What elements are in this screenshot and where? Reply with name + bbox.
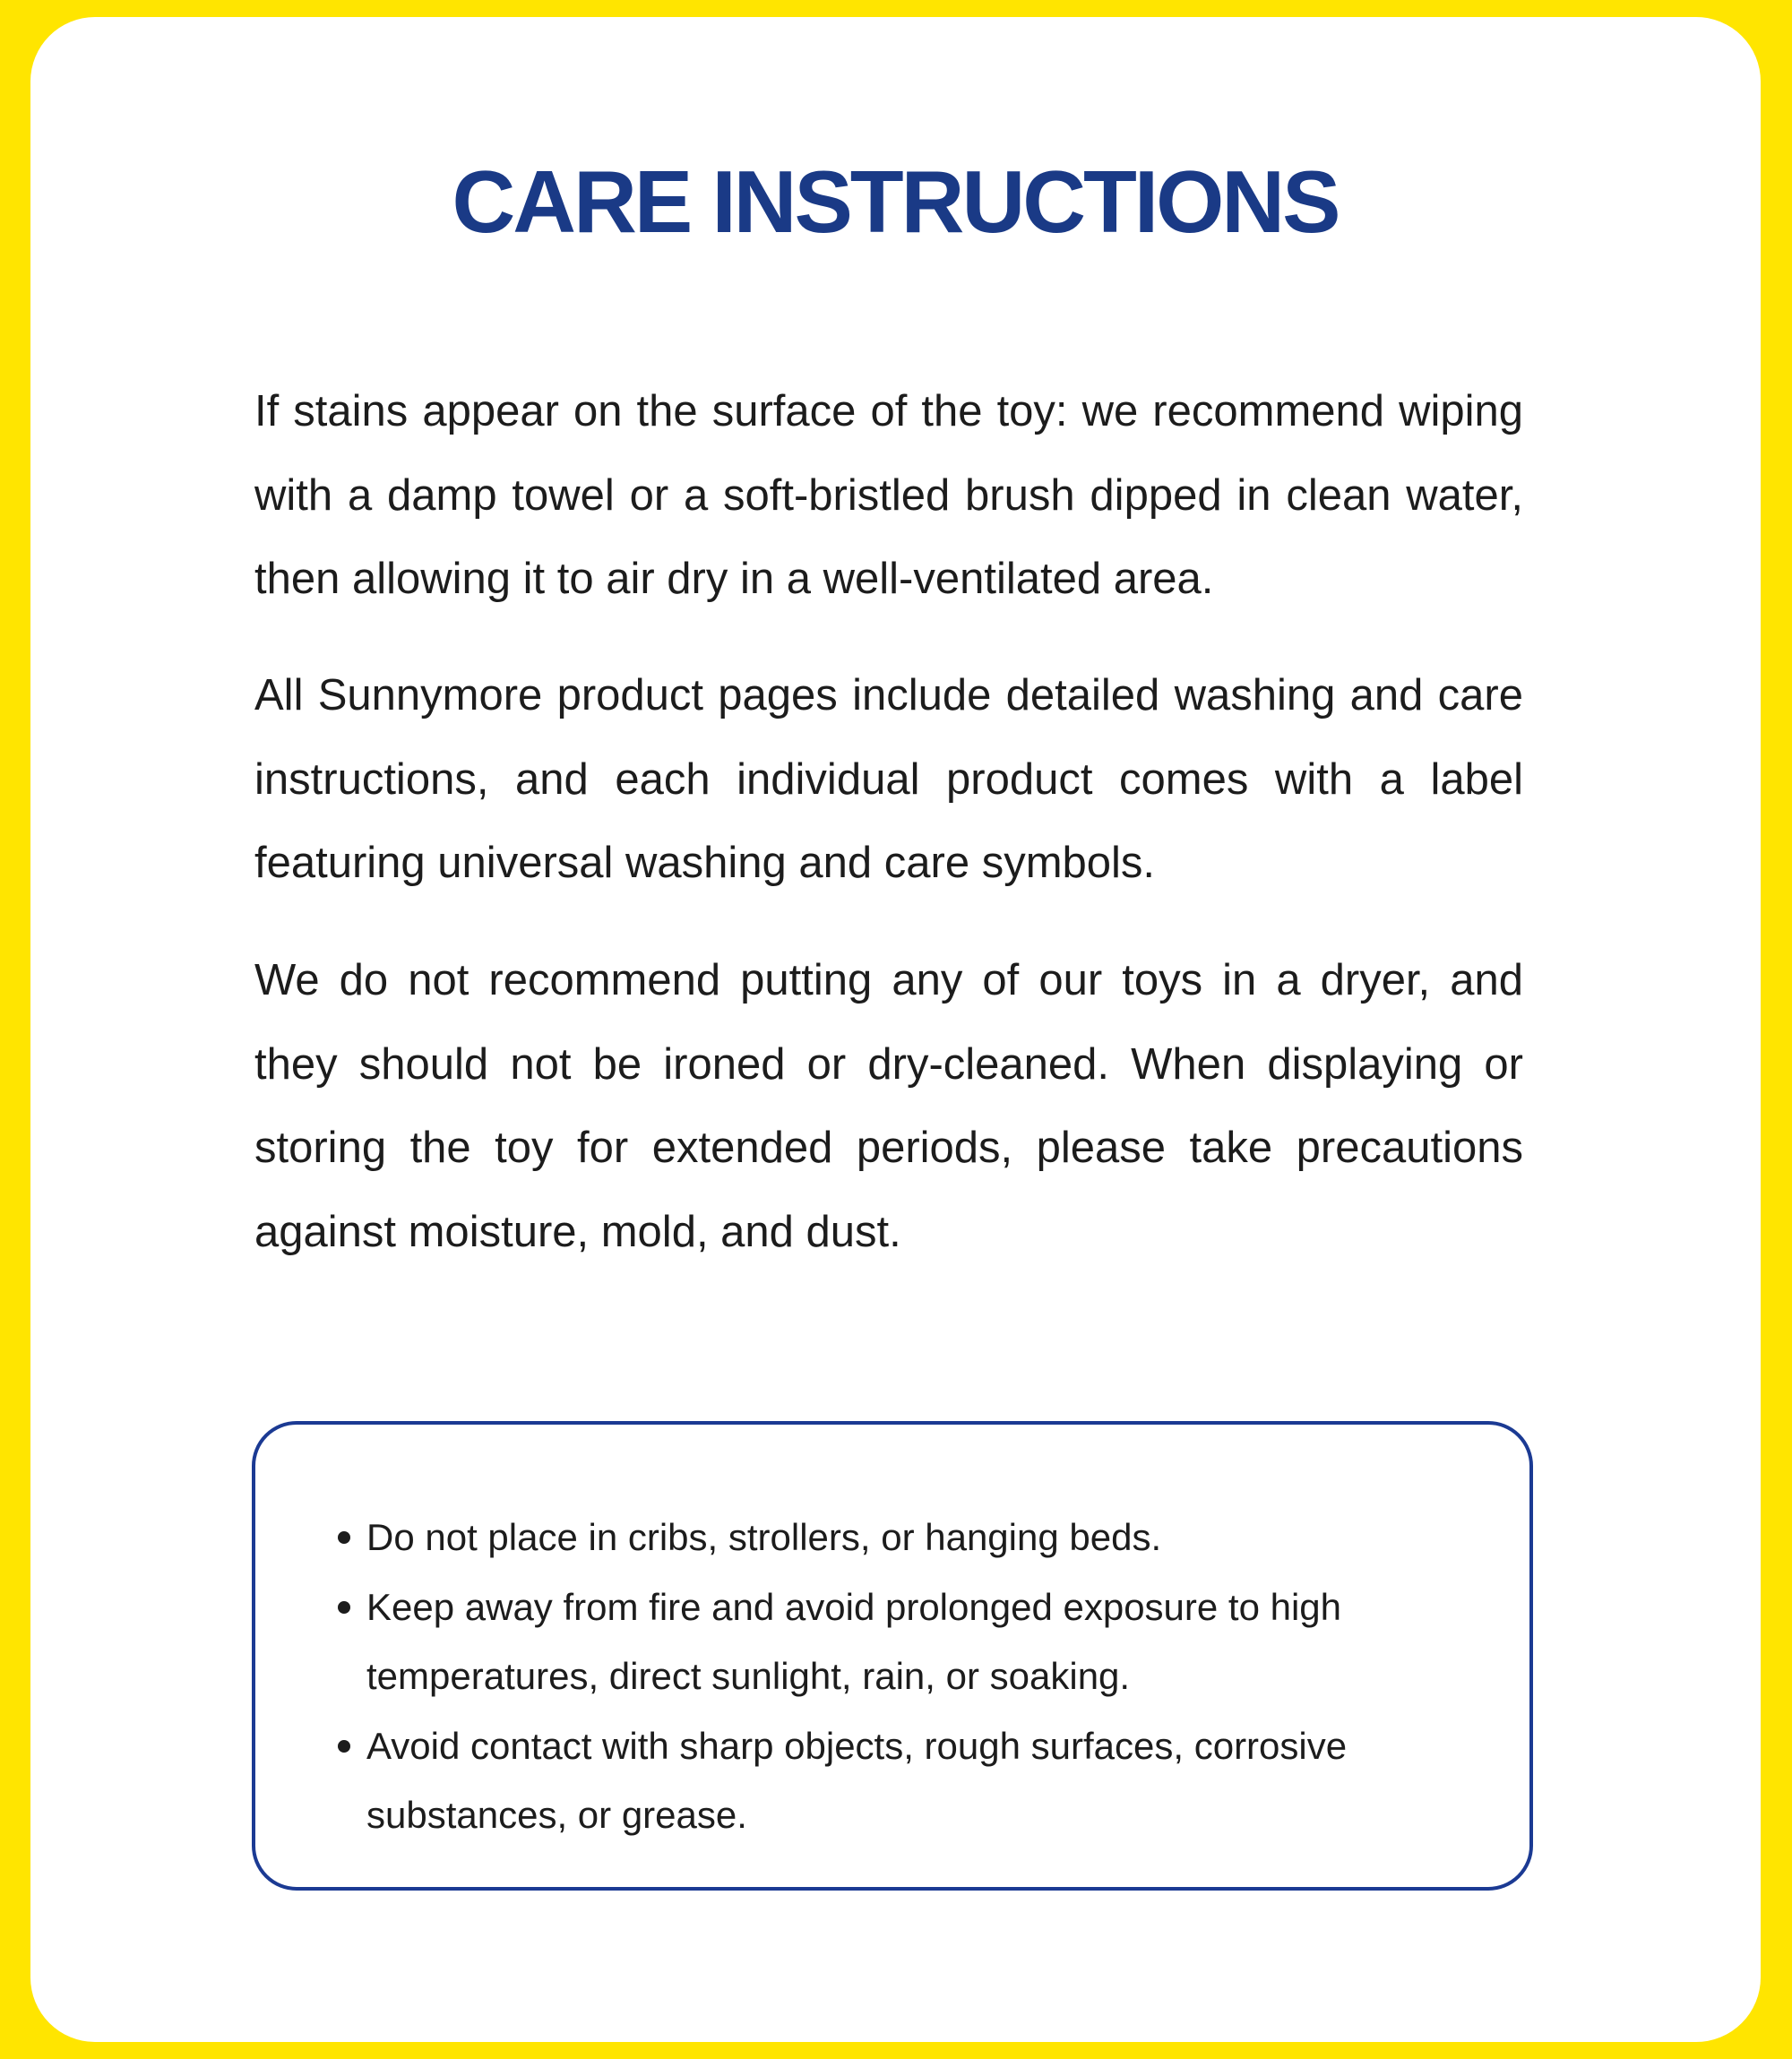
stain-cleaning-paragraph: If stains appear on the surface of the toy: we recommend wiping with a damp towel or a soft-bristled brush dipped in clean water, then allowing it to air dry in a well-ventilated area. [254,387,1523,603]
safety-notice-item [338,1572,1476,1711]
safety-notice-item-text: Avoid contact with sharp objects, rough surfaces, corrosive substances, or grease. [366,1724,1348,1836]
bullet-dot-icon [338,1531,350,1544]
safety-notice-list [338,1503,1476,1850]
page-title: CARE INSTRUCTIONS [452,152,1339,251]
bullet-dot-icon [338,1740,350,1753]
safety-notice-item-text: Do not place in cribs, strollers, or hanging beds. [366,1516,1162,1558]
bullet-dot-icon [338,1601,350,1614]
safety-notice-item [338,1711,1476,1850]
product-label-paragraph: All Sunnymore product pages include detailed washing and care instructions, and each individual product comes with a label featuring universal washing and care symbols. [254,671,1523,887]
safety-notice-item [338,1503,1476,1572]
safety-notice-item-text: Keep away from fire and avoid prolonged exposure to high temperatures, direct sunlight, rain, or soaking. [366,1585,1342,1697]
drying-storage-paragraph: We do not recommend putting any of our toys in a dryer, and they should not be ironed or dry-cleaned. When displaying or storing the toy for extended periods, please take precautions against moisture, mold, and dust. [254,956,1523,1256]
safety-notice-box [252,1421,1533,1891]
